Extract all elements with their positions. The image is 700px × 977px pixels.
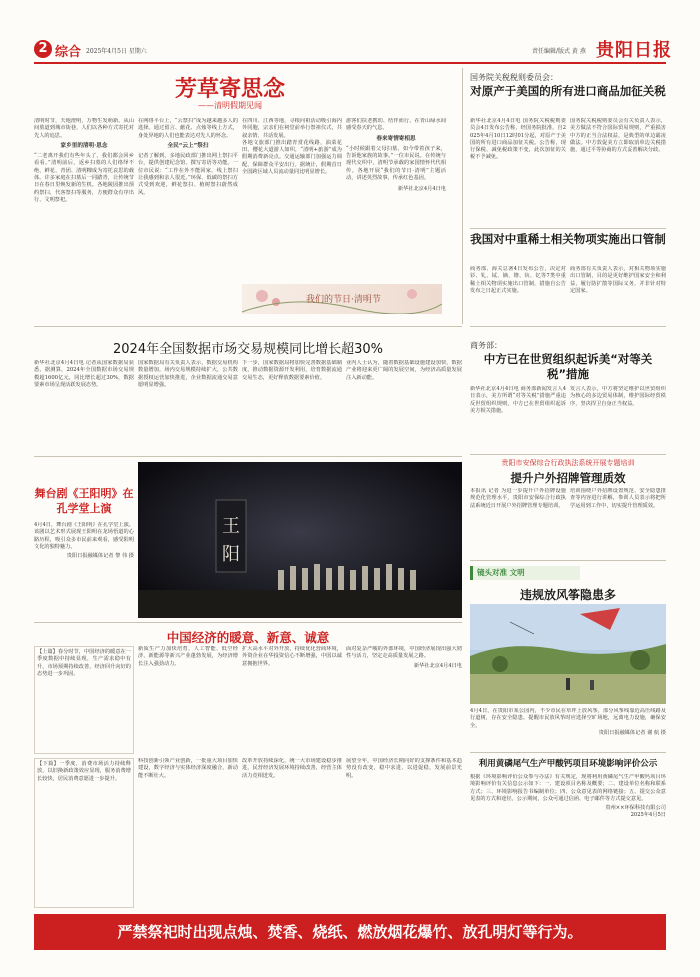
commerce-body: 新华社北京4月4日电 商务部新闻发言人4日表示，美方所谓“对等关税”措施严重违反世贸组织规则，中方已在世贸组织起诉美方相关措施。 — [470, 386, 566, 414]
feature-banner — [242, 284, 442, 314]
guiyang-author: 本报讯 记者 — [470, 488, 500, 494]
economy-col4: 面对复杂严峻的外部环境，中国经济展现出强大韧性与活力，坚定走高质量发展之路。 新华社北京4月4日电 — [346, 646, 462, 669]
svg-text:阳: 阳 — [222, 544, 240, 565]
rare-earth-title: 我国对中重稀土相关物项实施出口管制 — [470, 232, 666, 246]
kite-photo — [470, 604, 666, 704]
wang-title: 舞台剧《王阳明》在孔学堂上演 — [34, 487, 134, 515]
economy-col2: 新质生产力加快培育，人工智能、低空经济、新能源等新兴产业蓬勃发展，为经济增长注入强劲动力。 — [138, 646, 238, 667]
divider-right-2 — [470, 326, 666, 327]
commerce-kicker: 商务部： — [470, 341, 502, 350]
feature-title: 芳草寄思念 — [174, 76, 285, 102]
divider-feature-bottom — [34, 326, 462, 327]
economy-col5: 【下篇】一季度，消费市场活力持续释放，以旧换新政策效应显现，服务消费增长较快，居民消费意愿进一步提升。 — [34, 758, 134, 908]
tariff-kicker: 国务院关税税则委员会： — [470, 73, 558, 82]
notice-org: 贵州××环保科技有限公司 — [605, 805, 666, 812]
market-dateline: 新华社北京4月4日电 — [34, 360, 84, 366]
market-title: 2024年全国数据市场交易规模同比增长超30% — [113, 342, 383, 357]
jingtou-column-label: 镜头对准 文明 — [477, 568, 525, 577]
economy-col7: 改革开放持续深化，统一大市场建设稳步推进，民营经济发展环境持续改善，经营主体活力竞相迸发。 — [242, 758, 342, 779]
divider-right-3 — [470, 454, 666, 455]
tariff-dateline: 新华社北京4月4日电 — [470, 118, 521, 124]
feature-banner-text: 我们的节日·清明节 — [306, 295, 381, 305]
jingtou-body: 4月4日，在贵阳市某公园内，不少市民在草坪上放风筝，部分风筝线靠近高压线路及行道树，存在安全隐患。提醒市民放风筝时应选择空旷场地，远离电力设施，确保安全。 贵阳日报融媒体记者 谢 航 摄 — [470, 708, 666, 736]
jingtou-source: 贵阳日报融媒体记者 谢 航 摄 — [598, 729, 666, 736]
commerce-body-2: 发言人表示，中方将坚定维护以世贸组织为核心的多边贸易体制，维护国际经贸秩序，坚决捍卫自身正当权益。 — [570, 386, 666, 407]
economy-title: 中国经济的暖意、新意、诚意 — [166, 630, 330, 645]
feature-col4: 游客们扶老携幼、结伴而行，在青山绿水间感受春天的气息。 春来寄情寄相思 “小时候跟着父母扫墓，如今带着孩子来，告诉他家族的故事。”一位市民说。在传统与现代交织中，清明节承载的家国情怀代代相传。各地开展“我们的节日·清明”主题活动，讲述英烈故事，传承红色基因。 新华社北京4月4日电 — [346, 118, 446, 193]
park-scene — [470, 604, 666, 704]
page-number-badge — [34, 40, 52, 58]
divider-economy-top — [34, 622, 462, 623]
economy-dateline: 新华社北京4月4日电 — [413, 662, 462, 669]
masthead-rule — [34, 62, 666, 64]
guiyang-body: 本报讯 记者 为进一步提升户外招牌设施规范化管理水平，贵阳市安保综合行政执法系统近日开展户外招牌管理专题培训。 — [470, 488, 566, 509]
market-col2: 国家数据局有关负责人表示，数据交易机构数量增加，场内交易规模持续扩大，公共数据授权运营加快推进，企业数据流通交易意愿明显增强。 — [138, 360, 238, 388]
rare-earth-body: 商务部、海关总署4日发布公告，决定对钐、钆、铽、镝、镥、钪、钇等7类中重稀土相关物项实施出口管制，措施自公告发布之日起正式实施。 — [470, 266, 566, 294]
economy-col6: 科技创新引领产业创新，一批重大项目加快建设，数字经济与实体经济深度融合，新动能不断壮大。 — [138, 758, 238, 779]
guiyang-kicker: 贵阳市安保综合行政执法系统开展专题培训 — [501, 459, 635, 467]
jingtou-column-tag — [470, 566, 580, 580]
guiyang-body-2: 培训围绕户外招牌设置规范、安全隐患排查等内容进行讲解，参训人员表示将把所学运用到工作中，切实提升管理质效。 — [570, 488, 666, 509]
notice-date: 2025年4月5日 — [630, 812, 666, 819]
feature-sub-1: 家乡里的清明·思念 — [60, 142, 108, 149]
feature-sub-2: 全民“云上”祭扫 — [167, 142, 209, 149]
divider-vertical-top — [462, 68, 463, 324]
feature-col1: 清明时节，天地澄明，万物生发萌新。从山间墓道到城市街巷，人们以各种方式寄托对先人的追思。 家乡里的清明·思念 “二老离开我们有些年头了，我们都会回乡看看。”清明前后，返乡扫墓的人们络绎不绝，鲜花、青团、清明粿成为寄托哀思的载体。许多家庭在扫墓后一同踏青，让传统节日在春日里焕发新的生机。各地陵园推出预约祭扫、代客祭扫等服务，方便群众有序出行、文明祭祀。 — [34, 118, 134, 203]
divider-right-5 — [470, 752, 666, 753]
tariff-body: 新华社北京4月4日电 国务院关税税则委员会4日发布公告称，经国务院批准，自2025年4月10日12时01分起，对原产于美国的所有进口商品加征关税。公告称，现行保税、减免税政策不变，此次加征的关税不予减免。 — [470, 118, 566, 161]
editor-credit: 责任编辑/版式 黄 燕 — [532, 48, 586, 55]
bottom-banner — [34, 914, 666, 950]
economy-col1: 【上篇】春分时节，中国经济的暖意在一季度数据中持续显现，生产需求稳中有升，市场预期持续改善，经济回升向好的态势进一步巩固。 — [34, 646, 134, 754]
bottom-banner-text: 严禁祭祀时出现点烛、焚香、烧纸、燃放烟花爆竹、放孔明灯等行为。 — [117, 923, 583, 941]
commerce-dateline: 新华社北京4月4日电 — [470, 386, 519, 392]
svg-text:王: 王 — [222, 516, 240, 537]
tariff-title: 对原产于美国的所有进口商品加征关税 — [470, 84, 666, 98]
market-col1: 新华社北京4月4日电 记者从国家数据局获悉，据测算，2024年全国数据市场交易规模超1600亿元，同比增长超过30%，数据要素市场呈现活跃发展态势。 — [34, 360, 134, 388]
market-col4: 业内人士认为，随着数据基础设施建设加快，数据产业将迎来更广阔的发展空间，为经济高质量发展注入新动能。 — [346, 360, 462, 381]
issue-date: 2025年4月5日 星期六 — [86, 48, 147, 55]
jingtou-title: 违规放风筝隐患多 — [519, 588, 616, 602]
divider-mid — [34, 456, 462, 457]
notice-title: 利用黄磷尾气生产甲酸钙项目环境影响评价公示 — [478, 759, 658, 769]
divider-right-1 — [470, 228, 666, 229]
commerce-title: 中方已在世贸组织起诉美“对等关税”措施 — [483, 352, 653, 381]
feature-footer: 新华社北京4月4日电 — [397, 186, 446, 193]
notice-body: 根据《环境影响评价公众参与办法》有关规定，现将利用黄磷尾气生产甲酸钙项目环境影响评价有关信息公示如下：一、建设项目名称及概要；二、建设单位名称和联系方式；三、环境影响报告书编制单位；四、公众意见表的网络链接；五、提交公众意见表的方式和途径。公示期间，公众可通过信函、电子邮件等方式提交意见。 贵州××环保科技有限公司 2025年4月5日 — [470, 774, 666, 819]
rare-earth-body-2: 商务部有关负责人表示，对相关物项实施出口管制，目的是更好维护国家安全和利益，履行防扩散等国际义务，并非针对特定国家。 — [570, 266, 666, 294]
tariff-body-2: 国务院关税税则委员会有关负责人表示，美方做法不符合国际贸易规则，严重损害中方的正当合法权益，是典型的单边霸凌做法。中方敦促美方立即取消单边关税措施，通过平等协商的方式妥善解决分歧。 — [570, 118, 666, 154]
guiyang-title: 提升户外招牌管理质效 — [510, 471, 626, 485]
feature-col2: 在网络平台上，“云祭扫”成为越来越多人的选择。通过留言、献花、点烛等线上方式，身处异地的人们也能表达对先人的怀念。 全民“云上”祭扫 记者了解到，多地民政部门推出网上祭扫平台，提供创建纪念馆、撰写寄语等功能。一位市民说：“工作在外不能回家，线上祭扫让我感到和亲人很近。”环保、低碳的祭扫方式受到欢迎，鲜花祭扫、植树祭扫蔚然成风。 — [138, 118, 238, 196]
economy-col8: 展望全年，中国经济长期向好的支撑条件和基本趋势没有改变，稳中求进、以进促稳，发展前景光明。 — [346, 758, 462, 779]
economy-col3: 扩大高水平对外开放，持续优化营商环境，外资企业在华投资信心不断增强，中国以诚意拥抱世界。 — [242, 646, 342, 667]
feature-col3: 在四川、江西等地，寻根问祖活动吸引海内外同胞，宗亲们在祠堂前举行祭祖仪式，共叙亲情、共话发展。 各地文旅部门推出踏青赏花线路，油菜花田、樱花大道游人如织，“清明+旅游”成为假期消费新亮点。交通运输部门加强运力调配，保障群众平安出行。据统计，假期首日全国跨区域人员流动量同比明显增长。 — [242, 118, 342, 176]
wang-source: 贵阳日报融媒体记者 黎 伟 摄 — [66, 553, 134, 560]
stage-scene — [138, 462, 462, 618]
feature-subtitle: ——清明假期见闻 — [198, 101, 262, 110]
feature-sub-4: 春来寄情寄相思 — [376, 135, 416, 142]
newspaper-logo: 贵阳日报 — [596, 40, 672, 61]
divider-right-4 — [470, 560, 666, 561]
wang-stage-photo — [138, 462, 462, 618]
section-name: 综合 — [55, 45, 82, 60]
wang-body: 4月4日，舞台剧《王阳明》在孔学堂上演。该剧以艺术形式展现王阳明在龙场悟道的心路历程，吸引众多市民前来观看，感受阳明文化的独特魅力。 贵阳日报融媒体记者 黎 伟 摄 — [34, 522, 134, 560]
page-number: 2 — [38, 41, 48, 56]
market-col3: 下一步，国家数据局将加快完善数据基础制度，推动数据资源开发利用，培育数据流通交易生态，更好释放数据要素价值。 — [242, 360, 342, 381]
